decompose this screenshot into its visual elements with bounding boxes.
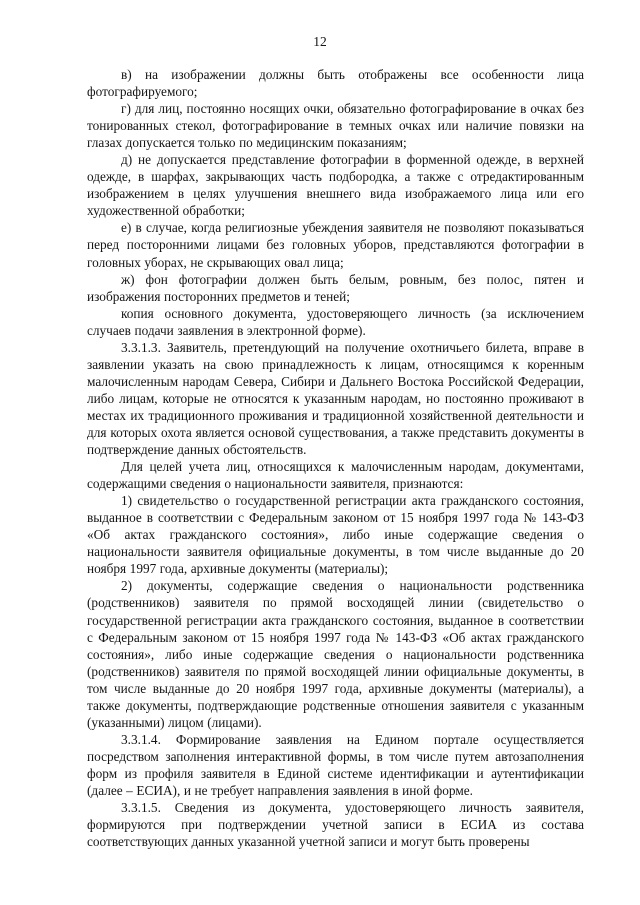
paragraph-item-g: г) для лиц, постоянно носящих очки, обязательно фотографирование в очках без тонированных стекол, фотографирование в темных очках или наличие повязки на глазах допускается только по медицинским показаниям;	[87, 101, 584, 151]
paragraph-item-d: д) не допускается представление фотографии в форменной одежде, в верхней одежде, в шарфах, закрывающих часть подбородка, а также с отредактированным изображением в целях улучшения внешнего вида изображаемого лица или его художественной обработки;	[87, 152, 584, 219]
paragraph-3-3-1-5: 3.3.1.5. Сведения из документа, удостоверяющего личность заявителя, формируются при подтверждении учетной записи в ЕСИА из состава соответствующих данных указанной учетной записи и могут быть проверены	[87, 800, 584, 850]
paragraph-item-zh: ж) фон фотографии должен быть белым, ровным, без полос, пятен и изображения посторонних предметов и теней;	[87, 271, 584, 304]
paragraph-3-3-1-4: 3.3.1.4. Формирование заявления на Едином портале осуществляется посредством заполнения интерактивной формы, в том числе путем автозаполнения форм из профиля заявителя в Единой системе идентификации и аутентификации (далее – ЕСИА), и не требует направления заявления в иной форме.	[87, 731, 584, 798]
paragraph-list-item-1: 1) свидетельство о государственной регистрации акта гражданского состояния, выданное в соответствии с Федеральным законом от 15 ноября 1997 года № 143-ФЗ «Об актах гражданского состояния», либо иные содержащие сведения о национальности заявителя официальные документы, в том числе выданные до 20 ноября 1997 года, архивные документы (материалы);	[87, 493, 584, 577]
document-body	[87, 66, 584, 850]
paragraph-3-3-1-3: 3.3.1.3. Заявитель, претендующий на получение охотничьего билета, вправе в заявлении указать на свою принадлежность к лицам, относящимся к коренным малочисленным народам Севера, Сибири и Дальнего Востока Российской Федерации, либо лицам, которые не относятся к указанным народам, но постоянно проживают в местах их традиционного проживания и традиционной хозяйственной деятельности и для которых охота является основой существования, а также представить документы в подтверждение данных обстоятельств.	[87, 339, 584, 458]
paragraph-nationality-docs: Для целей учета лиц, относящихся к малочисленным народам, документами, содержащими сведения о национальности заявителя, признаются:	[87, 459, 584, 492]
page-number: 12	[313, 34, 327, 49]
paragraph-id-copy: копия основного документа, удостоверяющего личность (за исключением случаев подачи заявления в электронной форме).	[87, 305, 584, 338]
paragraph-list-item-2: 2) документы, содержащие сведения о национальности родственника (родственников) заявителя по прямой восходящей линии (свидетельство о государственной регистрации акта гражданского состояния, выданное в соответствии с Федеральным законом от 15 ноября 1997 года № 143-ФЗ «Об актах гражданского состояния», либо иные содержащие сведения о национальности родственника (родственников) заявителя по прямой восходящей линии официальные документы, в том числе выданные до 20 ноября 1997 года, архивные документы (материалы), а также документы, подтверждающие родственные отношения заявителя с указанным (указанными) лицом (лицами).	[87, 578, 584, 730]
paragraph-item-e: е) в случае, когда религиозные убеждения заявителя не позволяют показываться перед посторонними лицами без головных уборов, представляются фотографии в головных уборах, не скрывающих овал лица;	[87, 220, 584, 270]
paragraph-item-v: в) на изображении должны быть отображены все особенности лица фотографируемого;	[87, 67, 584, 100]
